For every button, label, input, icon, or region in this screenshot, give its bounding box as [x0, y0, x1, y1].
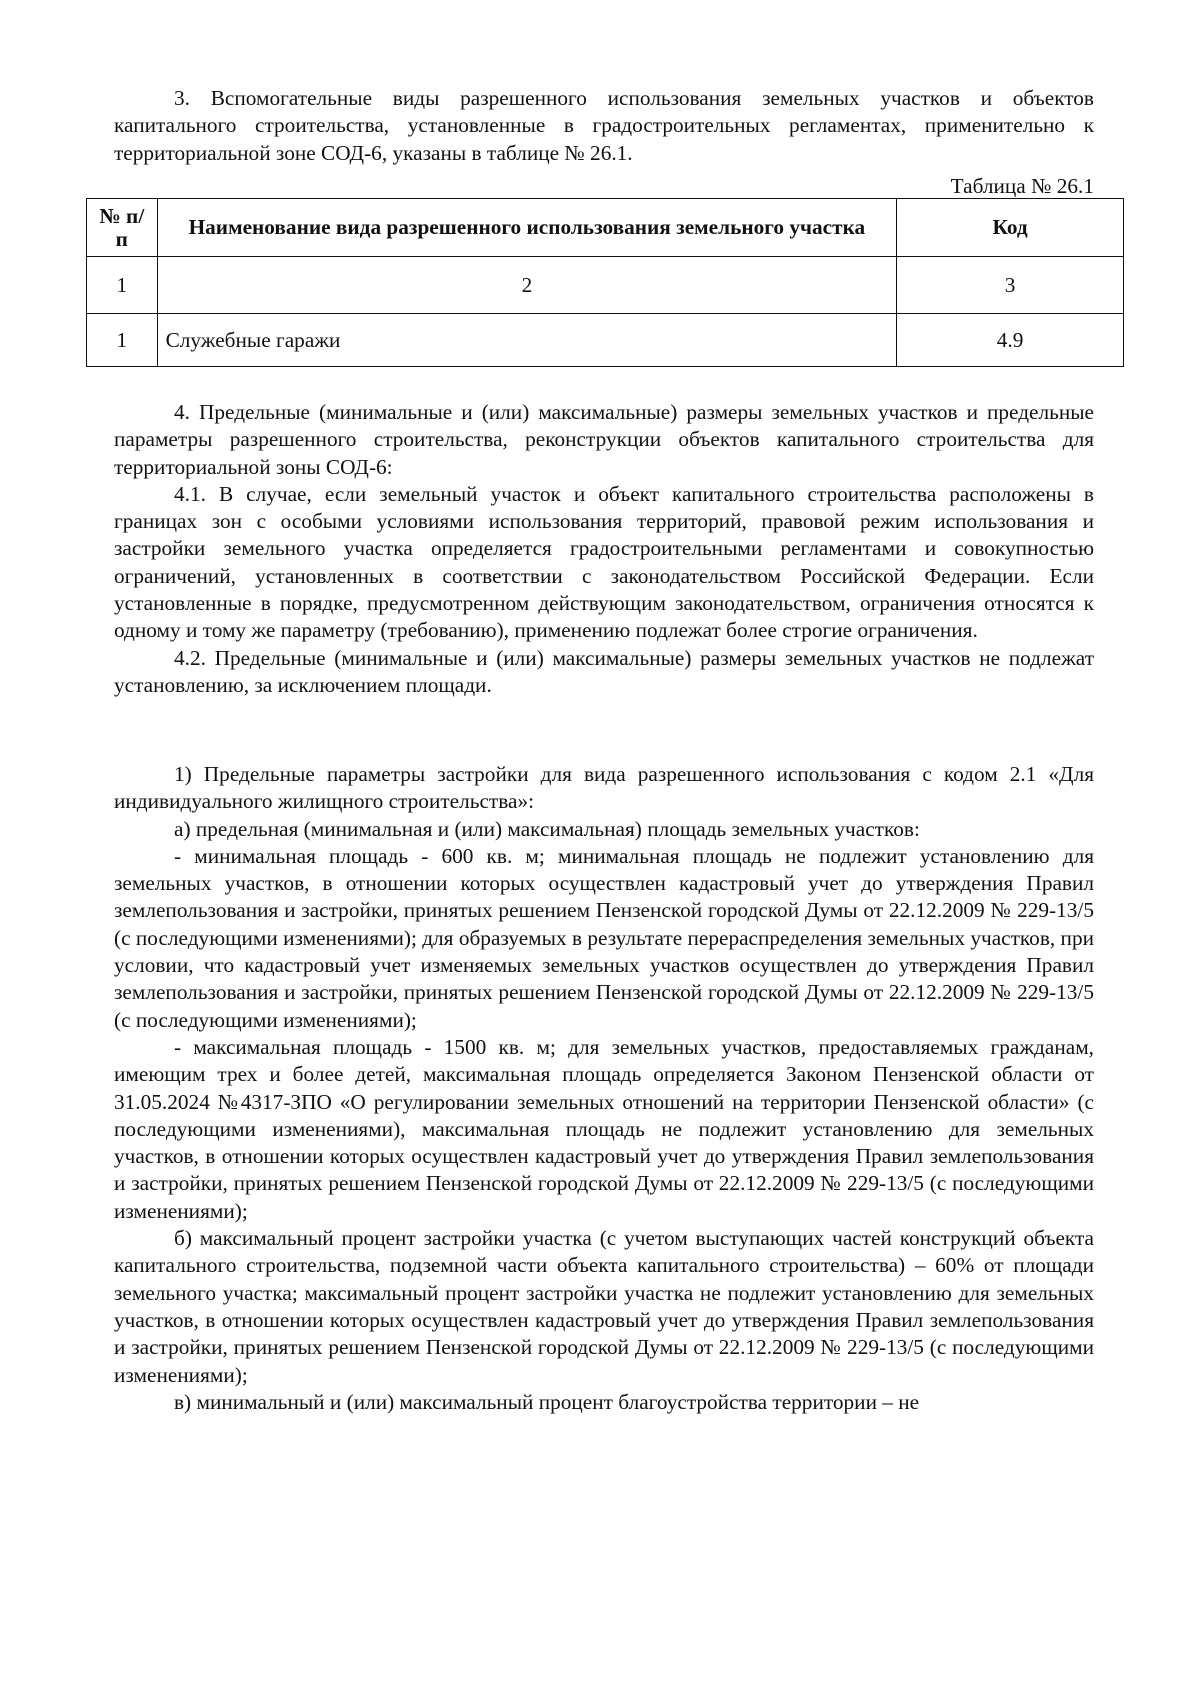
item-1-a: а) предельная (минимальная и (или) максимальная) площадь земельных участков: [174, 816, 920, 841]
allowed-use-table [86, 198, 1124, 367]
table-column-numbers-row [87, 257, 1124, 314]
column-number: 1 [87, 257, 158, 314]
table-row [87, 314, 1124, 367]
item-1-b: б) максимальный процент застройки участка (с учетом выступающих частей конструкций объекта капитального строительства, подземной части объекта капитального строительства) – 60% от площади земельного участка; максимальный процент застройки участка не подлежит установлению для земельных участков, в отношении которых осуществлен кадастровый учет до утверждения Правил землепользования и застройки, принятых решением Пензенской городской Думы от 22.12.2009 № 229-13/5 (с последующими изменениями); [114, 1226, 1094, 1387]
column-number: 3 [897, 257, 1124, 314]
item-1-heading: 1) Предельные параметры застройки для вида разрешенного использования с кодом 2.1 «Для индивидуального жилищного строительства»: [114, 762, 1094, 814]
section-4-intro: 4. Предельные (минимальные и (или) максимальные) размеры земельных участков и предельные параметры разрешенного строительства, реконструкции объектов капитального строительства для территориальной зоны СОД-6: [114, 400, 1094, 479]
row-name: Служебные гаражи [157, 314, 897, 367]
row-num: 1 [87, 314, 158, 367]
item-1 [114, 761, 1094, 1416]
row-code: 4.9 [897, 314, 1124, 367]
section-3-paragraph: 3. Вспомогательные виды разрешенного использования земельных участков и объектов капитального строительства, установленные в градостроительных регламентах, применительно к территориальной зоне СОД-6, указаны в таблице № 26.1. [114, 86, 1094, 165]
item-1-max-area: - максимальная площадь - 1500 кв. м; для земельных участков, предоставляемых гражданам, имеющим трех и более детей, максимальная площадь определяется Законом Пензенской области от 31.05.2024 №4317-ЗПО «О регулировании земельных отношений на территории Пензенской области» (с последующими изменениями), максимальная площадь не подлежит установлению для земельных участков, в отношении которых осуществлен кадастровый учет до утверждения Правил землепользования и застройки, принятых решением Пензенской городской Думы от 22.12.2009 № 229-13/5 (с последующими изменениями); [114, 1034, 1094, 1223]
section-4-1: 4.1. В случае, если земельный участок и объект капитального строительства расположены в границах зон с особыми условиями использования территорий, правовой режим использования и застройки земельного участка определяется градостроительными регламентами и совокупностью ограничений, установленных в соответствии с законодательством Российской Федерации. Если установленные в порядке, предусмотренном действующим законодательством, ограничения относятся к одному и тому же параметру (требованию), применению подлежат более строгие ограничения. [114, 481, 1094, 643]
item-1-min-area: - минимальная площадь - 600 кв. м; минимальная площадь не подлежит установлению для земельных участков, в отношении которых осуществлен кадастровый учет до утверждения Правил землепользования и застройки, принятых решением Пензенской городской Думы от 22.12.2009 № 229-13/5 (с последующими изменениями); для образуемых в результате перераспределения земельных участков, при условии, что кадастровый учет изменяемых земельных участков осуществлен до утверждения Правил землепользования и застройки, принятых решением Пензенской городской Думы от 22.12.2009 № 229-13/5 (с последующими изменениями); [114, 843, 1094, 1032]
section-4-2: 4.2. Предельные (минимальные и (или) максимальные) размеры земельных участков не подлежат установлению, за исключением площади. [114, 645, 1094, 697]
header-code: Код [897, 199, 1124, 257]
section-3 [114, 85, 1094, 167]
header-num: № п/п [87, 199, 158, 257]
table-header-row [87, 199, 1124, 257]
column-number: 2 [157, 257, 897, 314]
item-1-c: в) минимальный и (или) максимальный процент благоустройства территории – не [174, 1389, 920, 1414]
header-name: Наименование вида разрешенного использования земельного участка [157, 199, 897, 257]
table-caption: Таблица № 26.1 [950, 174, 1094, 198]
section-4 [114, 399, 1094, 699]
